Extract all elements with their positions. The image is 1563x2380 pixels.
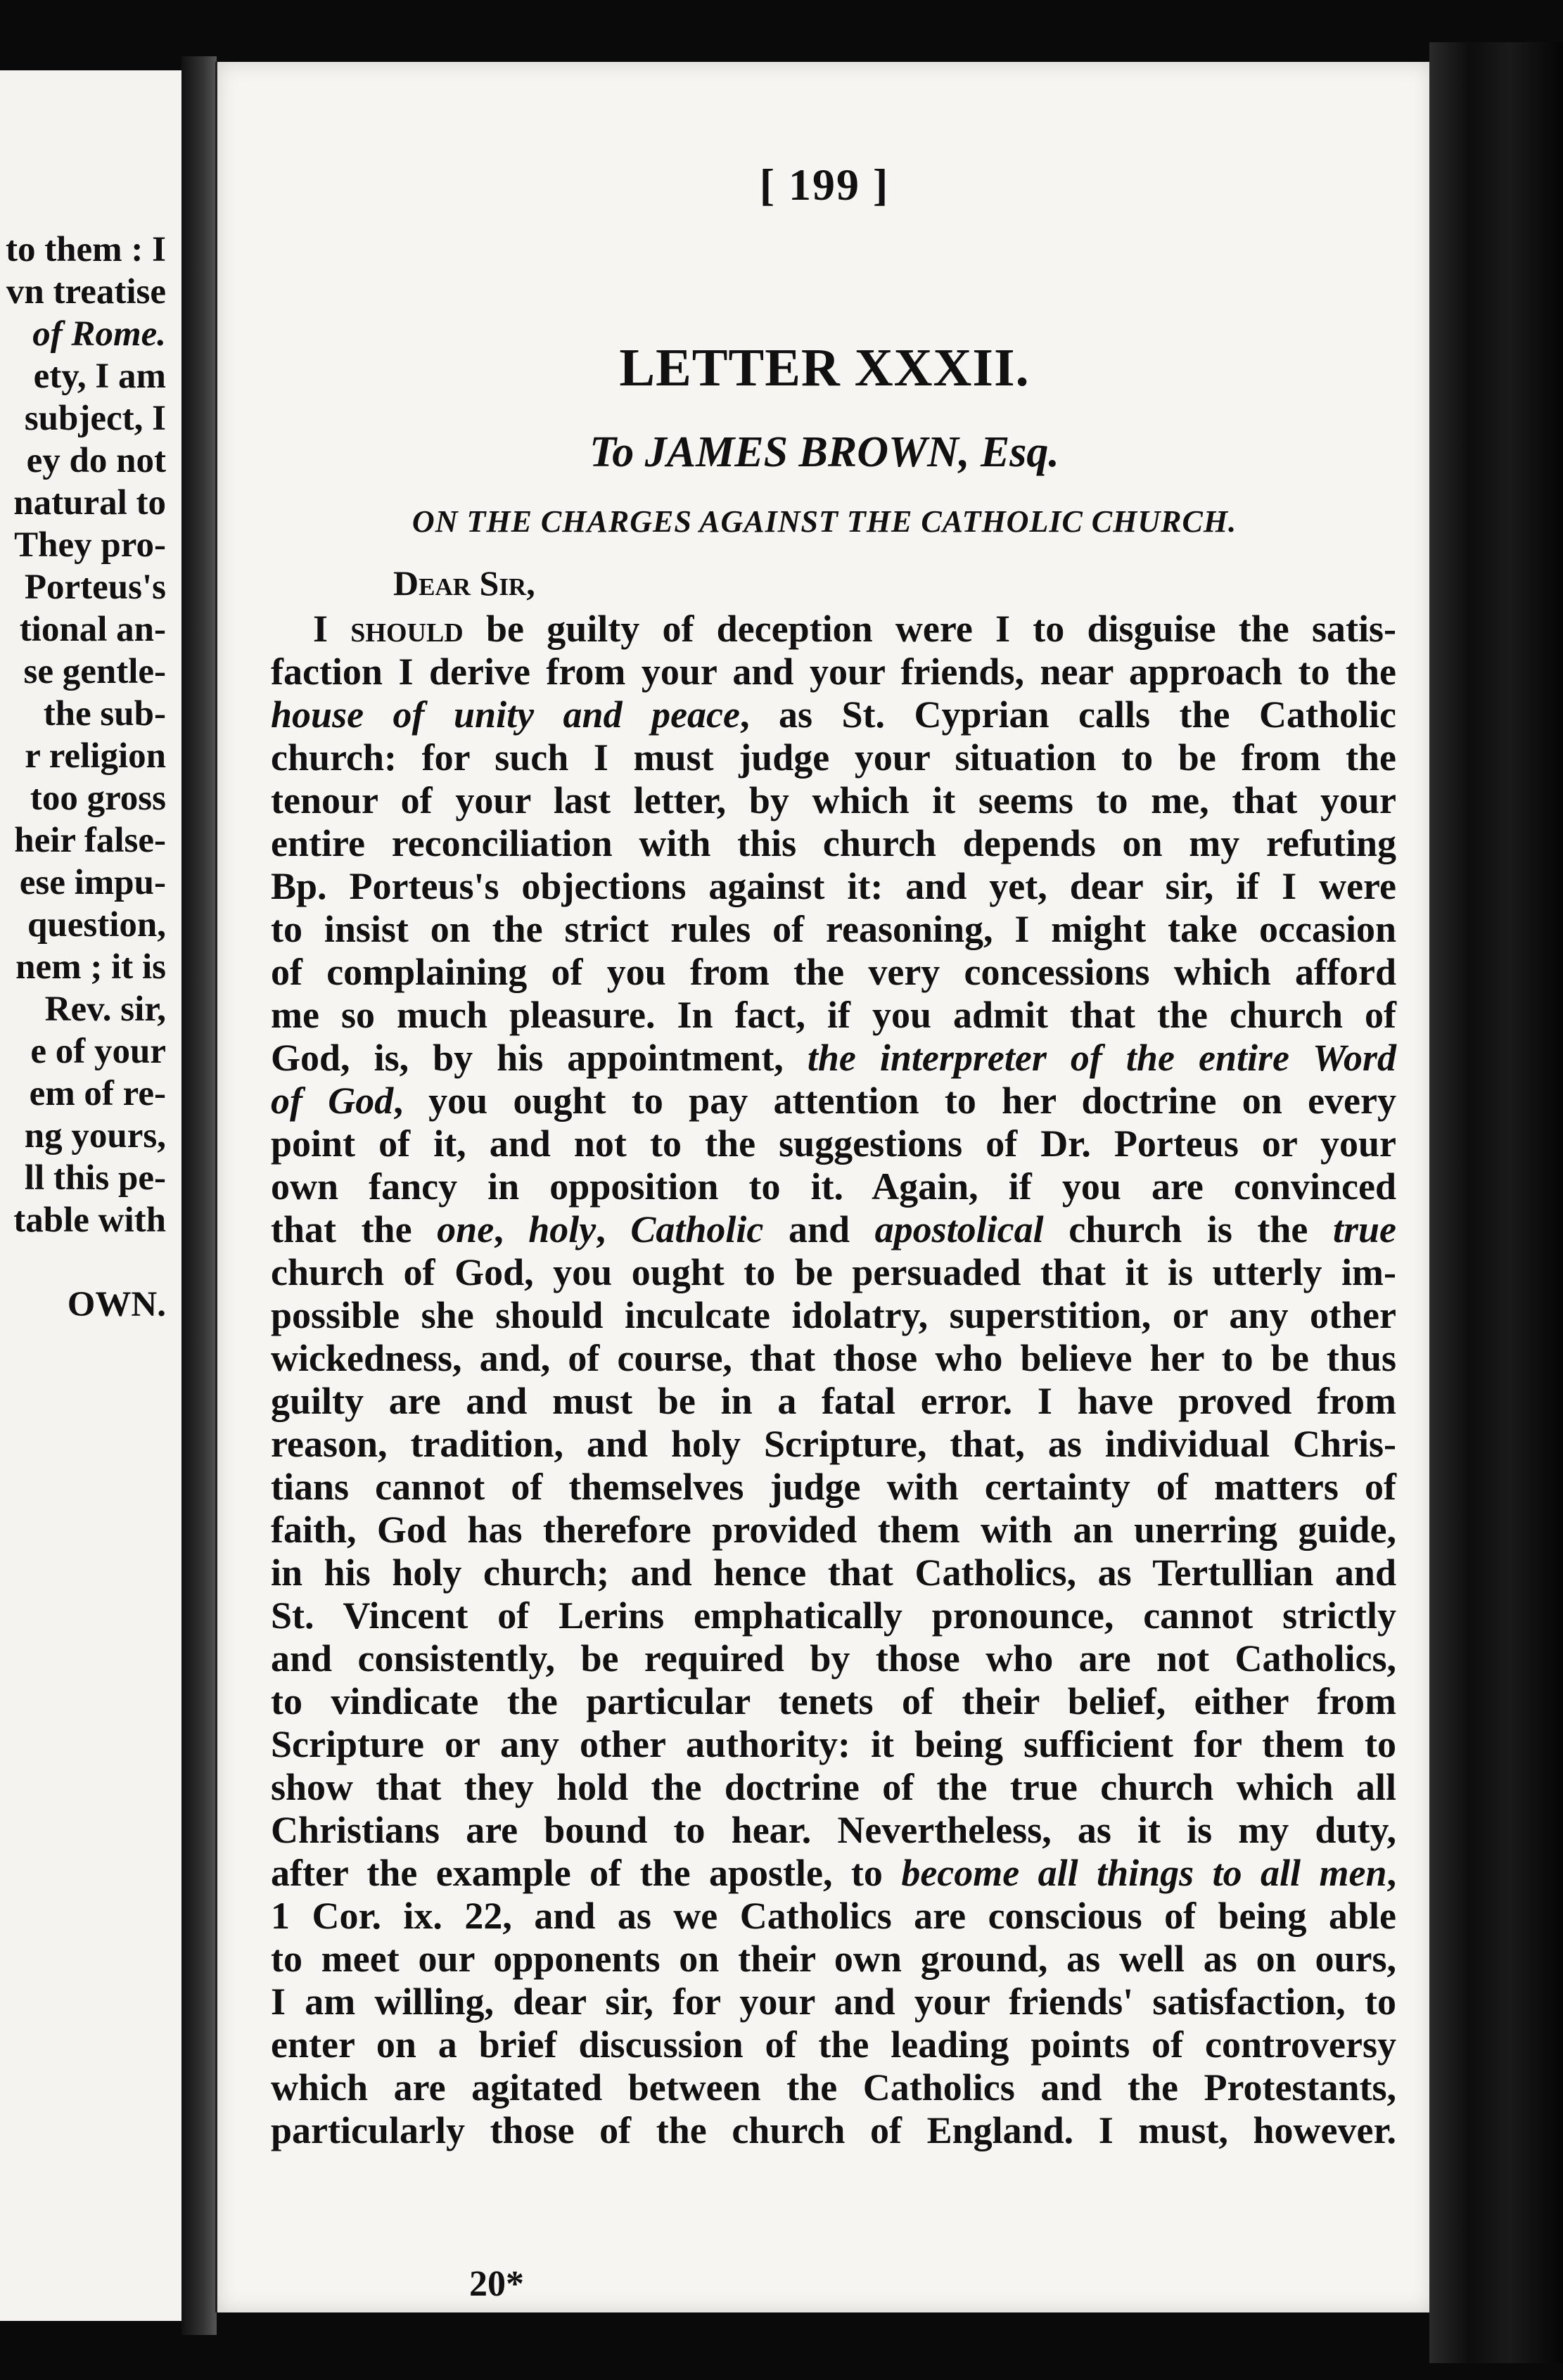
left-page-line: They pro-: [14, 525, 166, 565]
text-segment: be guilty of deception were I to disguise the satis-: [463, 608, 1396, 650]
text-segment: to meet our opponents on their own ground, as well as on ours,: [271, 1938, 1396, 1980]
text-segment: of complaining of you from the very concessions which afford: [271, 951, 1396, 993]
left-page-line: of Rome.: [32, 314, 166, 354]
body-line: [271, 908, 1396, 951]
body-line: [271, 1294, 1396, 1337]
salutation: Dear Sir,: [393, 563, 535, 603]
body-line: [271, 951, 1396, 994]
body-line: [271, 1981, 1396, 2023]
italic-segment: apostolical: [874, 1208, 1044, 1250]
text-segment: to vindicate the particular tenets of their belief, either from: [271, 1680, 1396, 1722]
body-line: [271, 1208, 1396, 1251]
body-line: [271, 1938, 1396, 1981]
left-page-line: subject, I: [24, 399, 166, 438]
left-page-line: question,: [27, 905, 166, 945]
body-line: [271, 822, 1396, 865]
italic-segment: holy: [528, 1208, 597, 1250]
body-line: [271, 608, 1396, 651]
body-line: [271, 1637, 1396, 1680]
body-line: [271, 865, 1396, 908]
text-segment: Bp. Porteus's objections against it: and yet, dear sir, if I were: [271, 865, 1396, 907]
text-segment: and: [763, 1208, 875, 1250]
left-page-line: ng yours,: [24, 1116, 166, 1156]
left-page-line: nem ; it is: [15, 947, 166, 987]
left-page-line: to them : I: [5, 230, 166, 269]
body-line: [271, 1809, 1396, 1852]
body-line: [271, 1037, 1396, 1080]
text-segment: church of God, you ought to be persuaded that it is utterly im-: [271, 1251, 1396, 1293]
text-segment: should: [350, 608, 464, 650]
italic-segment: one: [437, 1208, 495, 1250]
body-line: [271, 994, 1396, 1037]
letter-title: LETTER XXXII.: [619, 338, 1030, 397]
text-segment: entire reconciliation with this church depends on my refuting: [271, 822, 1396, 864]
text-segment: possible she should inculcate idolatry, superstition, or any other: [271, 1294, 1396, 1336]
text-segment: me so much pleasure. In fact, if you admit that the church of: [271, 994, 1396, 1036]
text-segment: I: [313, 608, 351, 650]
letter-recipient: To JAMES BROWN, Esq.: [589, 428, 1059, 476]
body-line: [271, 1594, 1396, 1637]
text-segment: particularly those of the church of England. I must, however.: [271, 2109, 1396, 2151]
italic-segment: of God: [271, 1080, 394, 1122]
left-page-line: em of re-: [29, 1074, 166, 1113]
text-segment: show that they hold the doctrine of the true church which all: [271, 1766, 1396, 1808]
text-segment: faction I derive from your and your friends, near approach to the: [271, 651, 1396, 693]
text-segment: own fancy in opposition to it. Again, if you are convinced: [271, 1165, 1396, 1208]
italic-segment: the interpreter of the entire Word: [807, 1037, 1397, 1079]
text-segment: ,: [596, 1208, 631, 1250]
text-segment: enter on a brief discussion of the leading points of controversy: [271, 2023, 1396, 2066]
letter-body: [271, 608, 1396, 2152]
body-line: [271, 1337, 1396, 1380]
left-page-line: table with: [13, 1201, 166, 1240]
page-edge-shadow: [1429, 42, 1563, 2363]
body-line: [271, 1251, 1396, 1294]
text-segment: church is the: [1043, 1208, 1333, 1250]
text-segment: I am willing, dear sir, for your and your friends' satisfaction, to: [271, 1981, 1396, 2023]
body-line: [271, 1852, 1396, 1895]
body-line: [271, 1122, 1396, 1165]
text-segment: reason, tradition, and holy Scripture, that, as individual Chris-: [271, 1423, 1396, 1465]
body-line: [271, 736, 1396, 779]
left-page-line: ety, I am: [33, 357, 166, 396]
text-segment: tians cannot of themselves judge with certainty of matters of: [271, 1466, 1396, 1508]
text-segment: 1 Cor. ix. 22, and as we Catholics are conscious of being able: [271, 1895, 1396, 1937]
body-line: [271, 1552, 1396, 1594]
body-line: [271, 779, 1396, 822]
text-segment: tenour of your last letter, by which it seems to me, that your: [271, 779, 1396, 821]
text-segment: Christians are bound to hear. Nevertheless, as it is my duty,: [271, 1809, 1396, 1851]
text-segment: Scripture or any other authority: it being sufficient for them to: [271, 1723, 1396, 1765]
text-segment: faith, God has therefore provided them with an unerring guide,: [271, 1509, 1396, 1551]
text-segment: after the example of the apostle, to: [271, 1852, 902, 1894]
italic-segment: Catholic: [630, 1208, 764, 1250]
body-line: [271, 1680, 1396, 1723]
left-page-line: OWN.: [67, 1285, 166, 1324]
text-segment: God, is, by his appointment,: [271, 1037, 808, 1079]
body-line: [271, 1165, 1396, 1208]
body-line: [271, 693, 1396, 736]
text-segment: church: for such I must judge your situation to be from the: [271, 736, 1396, 779]
body-line: [271, 1423, 1396, 1466]
left-page-line: e of your: [30, 1032, 166, 1071]
left-page-line: r religion: [25, 736, 166, 776]
book-page: [215, 62, 1431, 2312]
left-page-line: tional an-: [19, 610, 166, 649]
left-page-line: ese impu-: [19, 863, 166, 902]
text-segment: in his holy church; and hence that Catholics, as Tertullian and: [271, 1552, 1396, 1594]
text-segment: St. Vincent of Lerins emphatically pronounce, cannot strictly: [271, 1594, 1396, 1637]
text-segment: to insist on the strict rules of reasoning, I might take occasion: [271, 908, 1396, 950]
body-line: [271, 1380, 1396, 1423]
text-segment: point of it, and not to the suggestions of Dr. Porteus or your: [271, 1122, 1396, 1165]
text-segment: guilty are and must be in a fatal error. I have proved from: [271, 1380, 1396, 1422]
book-gutter: [181, 56, 217, 2335]
body-line: [271, 1466, 1396, 1509]
previous-page-fragment: [0, 70, 183, 2321]
text-segment: and consistently, be required by those who are not Catholics,: [271, 1637, 1396, 1680]
text-segment: ,: [1386, 1852, 1396, 1894]
left-page-line: Rev. sir,: [44, 990, 166, 1029]
left-page-line: se gentle-: [23, 652, 166, 691]
signature-mark: 20*: [469, 2264, 524, 2304]
body-line: [271, 1766, 1396, 1809]
body-line: [271, 1723, 1396, 1766]
left-page-line: vn treatise: [6, 272, 166, 312]
letter-subtitle: ON THE CHARGES AGAINST THE CATHOLIC CHURCH.: [412, 504, 1237, 539]
italic-segment: true: [1332, 1208, 1397, 1250]
body-line: [271, 1509, 1396, 1552]
text-segment: which are agitated between the Catholics and the Protestants,: [271, 2066, 1396, 2109]
text-segment: , as St. Cyprian calls the Catholic: [739, 693, 1396, 736]
page-number: [ 199 ]: [759, 160, 890, 210]
body-line: [271, 2066, 1396, 2109]
italic-segment: become all things to all men: [901, 1852, 1387, 1894]
text-segment: wickedness, and, of course, that those who believe her to be thus: [271, 1337, 1396, 1379]
body-line: [271, 1895, 1396, 1938]
text-segment: , you ought to pay attention to her doctrine on every: [393, 1080, 1396, 1122]
italic-segment: house of unity and peace: [271, 693, 740, 736]
left-page-line: ll this pe-: [24, 1158, 166, 1198]
left-page-line: ey do not: [26, 441, 166, 480]
left-page-line: heir false-: [14, 821, 166, 860]
left-page-line: Porteus's: [24, 568, 166, 607]
body-line: [271, 1080, 1396, 1122]
text-segment: ,: [494, 1208, 529, 1250]
left-page-line: too gross: [30, 779, 166, 818]
body-line: [271, 2023, 1396, 2066]
left-page-line: the sub-: [43, 694, 166, 734]
body-line: [271, 651, 1396, 693]
text-segment: that the: [271, 1208, 438, 1250]
left-page-line: natural to: [13, 483, 166, 523]
body-line: [271, 2109, 1396, 2152]
